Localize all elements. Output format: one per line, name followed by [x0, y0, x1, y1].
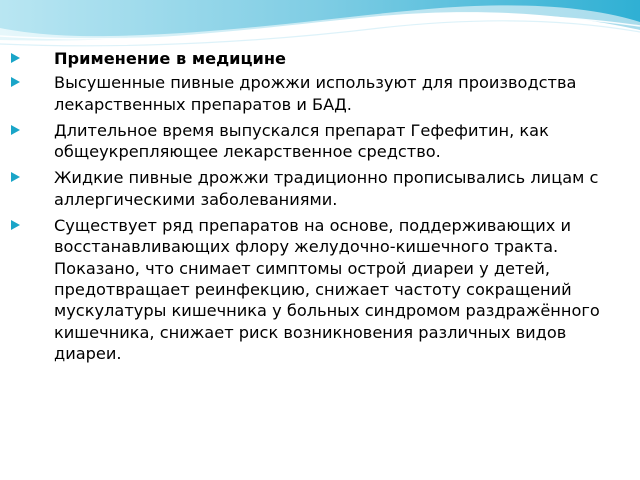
bullet-arrow-icon [11, 220, 20, 230]
bullet-item [0, 215, 632, 364]
bullet-item [0, 72, 632, 115]
bullet-item [0, 120, 632, 163]
slide-content [0, 48, 632, 369]
bullet-text: Жидкие пивные дрожжи традиционно прописывались лицам с аллергическими заболеваниями. [54, 168, 599, 209]
bullet-item [0, 167, 632, 210]
bullet-text: Длительное время выпускался препарат Гефефитин, как общеукрепляющее лекарственное средство. [54, 120, 549, 162]
bullet-text: Существует ряд препаратов на основе, поддерживающих и восстанавливающих флору желудочно-кишечного тракта. Показано, что снимает симптомы острой диареи у детей, предотвращает реинфекцию, снижает частоту сокращений мускулатуры кишечника у больных синдромом раздражённого кишечника, снижает риск возникновения различных видов диареи. [54, 216, 600, 363]
bullet-text: Применение в медицине [54, 49, 286, 68]
bullet-arrow-icon [11, 172, 20, 182]
bullet-list [0, 48, 632, 364]
bullet-arrow-icon [11, 77, 20, 87]
bullet-arrow-icon [11, 53, 20, 63]
bullet-text: Высушенные пивные дрожжи используют для производства лекарственных препаратов и БАД. [54, 73, 577, 114]
bullet-item-heading [0, 48, 632, 69]
bullet-arrow-icon [11, 125, 20, 135]
